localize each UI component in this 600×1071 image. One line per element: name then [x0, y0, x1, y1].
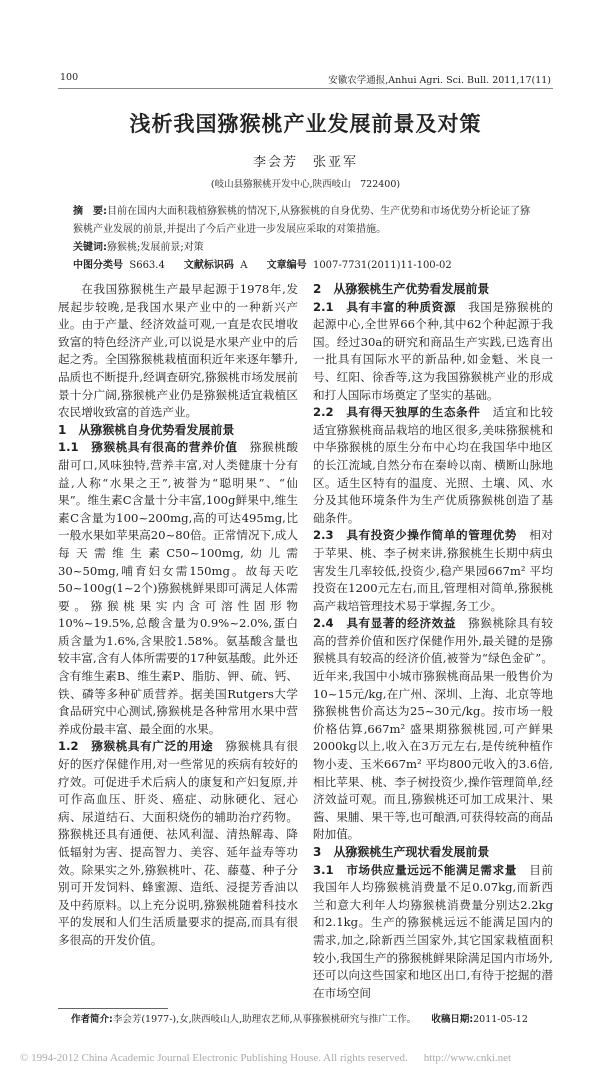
- section-3-1-title: 3.1 市场供应量远远不能满足需求量: [313, 862, 518, 877]
- section-2-4: [313, 615, 553, 844]
- clc-value: S663.4: [129, 260, 165, 271]
- section-2-2-text: 适宜和比较适宜猕猴桃商品栽培的地区很多,美味猕猴桃和中华猕猴桃的原生分布中心均在我国华中地区的长江流域,自然分布在秦岭以南、横断山脉地区。适生区特有的温度、光照、土壤、风、水分及其他环境条件为生产优质猕猴桃创造了基础条件。: [313, 405, 553, 525]
- section-2-heading: 2 从猕猴桃生产优势看发展前景: [313, 282, 490, 296]
- section-1-1-text: 猕猴桃酸甜可口,风味独特,营养丰富,对人类健康十分有益,人称“水果之王”,被誉为“聪明果”、“仙果”。维生素C含量十分丰富,100g鲜果中,维生素C含量为100~200mg,高的可达495mg,比一般水果如苹果高20~80倍。正常情况下,成人每天需维生素C50~100mg,幼儿需30~50mg,哺育妇女需150mg。故每天吃50~100g(1~2个)猕猴桃鲜果即可满足人体需要。猕猴桃果实内含可溶性固形物10%~19.5%,总酸含量为0.9%~2.0%,蛋白质含量为1.6%,含果胶1.58%。氨基酸含量也较丰富,含有人体所需要的17种氨基酸。此外还含有维生素B、维生素P、脂肪、钾、硫、钙、铁、磷等多种矿质营养。据美国Rutgers大学食品研究中心测试,猕猴桃是各种常用水果中营养成份最丰富、最全面的水果。: [58, 440, 298, 736]
- article-number-label: 文章编号: [266, 260, 307, 271]
- section-3-1: [313, 862, 553, 1003]
- section-1-1: [58, 439, 298, 738]
- received-date-label: 收稿日期:: [431, 1014, 474, 1026]
- clc-label: 中图分类号: [73, 260, 123, 271]
- footnote-divider: [58, 1008, 168, 1009]
- website-watermark: http://www.cnki.net: [423, 1052, 512, 1065]
- authors: 李会芳 张亚军: [252, 155, 358, 170]
- section-2-1: [313, 299, 553, 405]
- keywords-text: 猕猴桃;发展前景;对策: [107, 242, 204, 253]
- author-bio-label: 作者简介:: [71, 1014, 113, 1026]
- section-2-3-text: 相对于苹果、桃、李子树来讲,猕猴桃生长期中病虫害发生几率较低,投资少,稳产果园667m² 平均投资在1200元左右,而且,管理相对简单,猕猴桃高产栽培管理技术易于掌握,务工少。: [313, 528, 553, 613]
- running-header: [58, 68, 553, 89]
- received-date: 2011-05-12: [473, 1014, 528, 1026]
- section-2-3-title: 2.3 具有投资少操作简单的管理优势: [313, 528, 518, 543]
- section-1-heading: 1 从猕猴桃自身优势看发展前景: [58, 422, 235, 437]
- section-2-4-title: 2.4 具有显著的经济效益: [313, 616, 457, 631]
- journal-citation: 安徽农学通报,Anhui Agri. Sci. Bull. 2011,17(11): [328, 75, 551, 86]
- affiliation: (岐山县猕猴桃开发中心,陕西岐山 722400): [210, 179, 401, 190]
- body-columns: [58, 281, 553, 1002]
- doc-code-label: 文献标识码: [183, 260, 234, 271]
- section-3-1-text: 目前我国年人均猕猴桃消费量不足0.07kg,而新西兰和意大利年人均猕猴桃消费量分别达2.2kg和2.1kg。生产的猕猴桃远远不能满足国内的需求,加之,除新西兰国家外,其它国家栽植面积较小,我国生产的猕猴桃鲜果除满足国内市场外,还可以向这些国家和地区出口,有待于挖掘的潜在市场空间: [313, 862, 553, 1000]
- intro-paragraph: 在我国猕猴桃生产最早起源于1978年,发展起步较晚,是我国水果产业中的一种新兴产业。由于产量、经济效益可观,一直是农民增收致富的特色经济产业,可以说是水果产业中的后起之秀。全国猕猴桃栽植面积近年来逐年攀升,品质也不断提升,经调查研究,猕猴桃市场发展前景十分广阔,猕猴桃产业仍是猕猴桃适宜栽植区农民增收致富的首选产业。: [58, 282, 298, 420]
- section-1-2: [58, 738, 298, 949]
- article-number-value: 1007-7731(2011)11-100-02: [312, 260, 452, 271]
- section-2-4-text: 猕猴桃除具有较高的营养价值和医疗保健作用外,最关键的是猕猴桃具有较高的经济价值,被誉为“绿色金矿”。近年来,我国中小城市猕猴桃商品果一般售价为10~15元/kg,在广州、深圳、上海、北京等地猕猴桃售价高达为25~30元/kg。按市场一般价格估算,667m² 盛果期猕猴桃园,可产鲜果2000kg以上,收入在3万元左右,是传统种植作物小麦、玉米667m² 平均800元收入的3.6倍,相比苹果、桃、李子树投资少,操作管理简单,经济效益可观。而且,猕猴桃还可加工成果汁、果酱、果脯、果干等,也可酿酒,可获得较高的商品附加值。: [313, 616, 553, 842]
- page-number: 100: [60, 72, 79, 83]
- abstract-text: 目前在国内大面积栽植猕猴桃的情况下,从猕猴桃的自身优势、生产优势和市场优势分析论证了猕猴桃产业发展的前景,并提出了今后产业进一步发展应采取的对策措施。: [73, 206, 531, 235]
- section-1-1-title: 1.1 猕猴桃具有很高的营养价值: [58, 440, 238, 455]
- right-column: [313, 281, 553, 1002]
- left-column: [58, 281, 298, 1002]
- abstract: [73, 203, 538, 257]
- section-2-2: [313, 404, 553, 527]
- abstract-label: 摘 要:: [73, 206, 107, 217]
- classification-line: [73, 257, 538, 275]
- section-2-2-title: 2.2 具有得天独厚的生态条件: [313, 405, 481, 420]
- watermark-row: [0, 1037, 600, 1071]
- paper-title: 浅析我国猕猴桃产业发展前景及对策: [129, 112, 482, 136]
- copyright-watermark: © 1994-2012 China Academic Journal Electronic Publishing House. All rights reserved.: [20, 1052, 408, 1065]
- section-2-1-text: 我国是猕猴桃的起源中心,全世界66个种,其中62个种起源于我国。经过30a的研究和商品生产实践,已选育出一批具有国际水平的新品种,如金魁、米良一号、红阳、徐香等,这为我国猕猴桃产业的形成和打人国际市场奠定了坚实的基础。: [313, 299, 553, 402]
- section-2-3: [313, 527, 553, 615]
- section-3-heading: 3 从猕猴桃生产现状看发展前景: [313, 845, 490, 859]
- author-bio: 李会芳(1977-),女,陕西岐山人,助理农艺师,从事猕猴桃研究与推广工作。: [112, 1014, 417, 1026]
- section-2-1-title: 2.1 具有丰富的种质资源: [313, 299, 457, 314]
- keywords-label: 关键词:: [73, 242, 107, 253]
- section-1-2-text: 猕猴桃具有很好的医疗保健作用,对一些常见的疾病有较好的疗效。可促进手术后病人的康复和产妇复原,并可作高血压、肝炎、癌症、动脉硬化、冠心病、尿道结石、大面积烧伤的辅助治疗药物。猕猴桃还具有通便、祛风利湿、清热解毒、降低辐射为害、提高智力、美容、延年益寿等功效。除果实之外,猕猴桃叶、花、藤蔓、种子分别可开发饲料、蜂蜜源、造纸、浸提芳香油以及中药原料。以上充分说明,猕猴桃随着科技水平的发展和人们生活质量要求的提高,而具有很多很高的开发价值。: [58, 739, 298, 947]
- doc-code-value: A: [240, 260, 248, 271]
- section-1-2-title: 1.2 猕猴桃具有广泛的用途: [58, 739, 214, 754]
- footnote: [71, 1013, 553, 1027]
